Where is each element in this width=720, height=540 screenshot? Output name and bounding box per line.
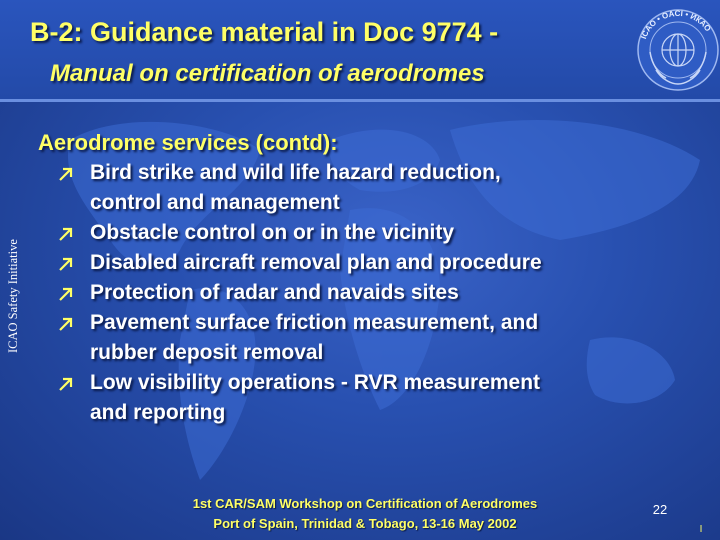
- section-heading: Aerodrome services (contd):: [38, 130, 338, 155]
- bullet-text: Low visibility operations - RVR measurement: [90, 371, 541, 394]
- bullet-list: [56, 158, 708, 428]
- slide-title: B-2: Guidance material in Doc 9774 -: [30, 17, 499, 47]
- bullet-arrow-icon: [58, 256, 74, 272]
- icao-emblem-text: ICAO • OACI • ИКАО: [639, 8, 713, 41]
- corner-mark: I: [699, 524, 703, 535]
- bullet-item: [56, 368, 708, 428]
- slide-content: [38, 128, 708, 428]
- bullet-arrow-icon: [58, 166, 74, 182]
- bullet-arrow-icon: [58, 376, 74, 392]
- bullet-text: Bird strike and wild life hazard reduction,: [90, 161, 501, 184]
- bullet-arrow-icon: [58, 316, 74, 332]
- side-label: ICAO Safety Initiative: [6, 239, 20, 353]
- footer-line-1: 1st CAR/SAM Workshop on Certification of Aerodromes: [192, 496, 538, 511]
- bullet-item: [56, 248, 708, 278]
- bullet-arrow-icon: [58, 286, 74, 302]
- bullet-text-continued: control and management: [90, 191, 340, 214]
- slide-footer: [150, 494, 580, 534]
- bullet-text: Obstacle control on or in the vicinity: [90, 221, 455, 244]
- bullet-text: Pavement surface friction measurement, and: [90, 311, 539, 334]
- bullet-text-continued: and reporting: [90, 401, 226, 424]
- bullet-arrow-icon: [58, 226, 74, 242]
- bullet-item: [56, 218, 708, 248]
- bullet-text: Protection of radar and navaids sites: [90, 281, 459, 304]
- bullet-text: Disabled aircraft removal plan and procedure: [90, 251, 542, 274]
- bullet-item: [56, 278, 708, 308]
- slide-subtitle: Manual on certification of aerodromes: [50, 60, 485, 87]
- bullet-text-continued: rubber deposit removal: [90, 341, 324, 364]
- footer-line-2: Port of Spain, Trinidad & Tobago, 13-16 May 2002: [213, 516, 517, 531]
- page-number: 22: [652, 502, 668, 517]
- bullet-item: [56, 158, 708, 218]
- banner-divider: [0, 99, 720, 102]
- bullet-item: [56, 308, 708, 368]
